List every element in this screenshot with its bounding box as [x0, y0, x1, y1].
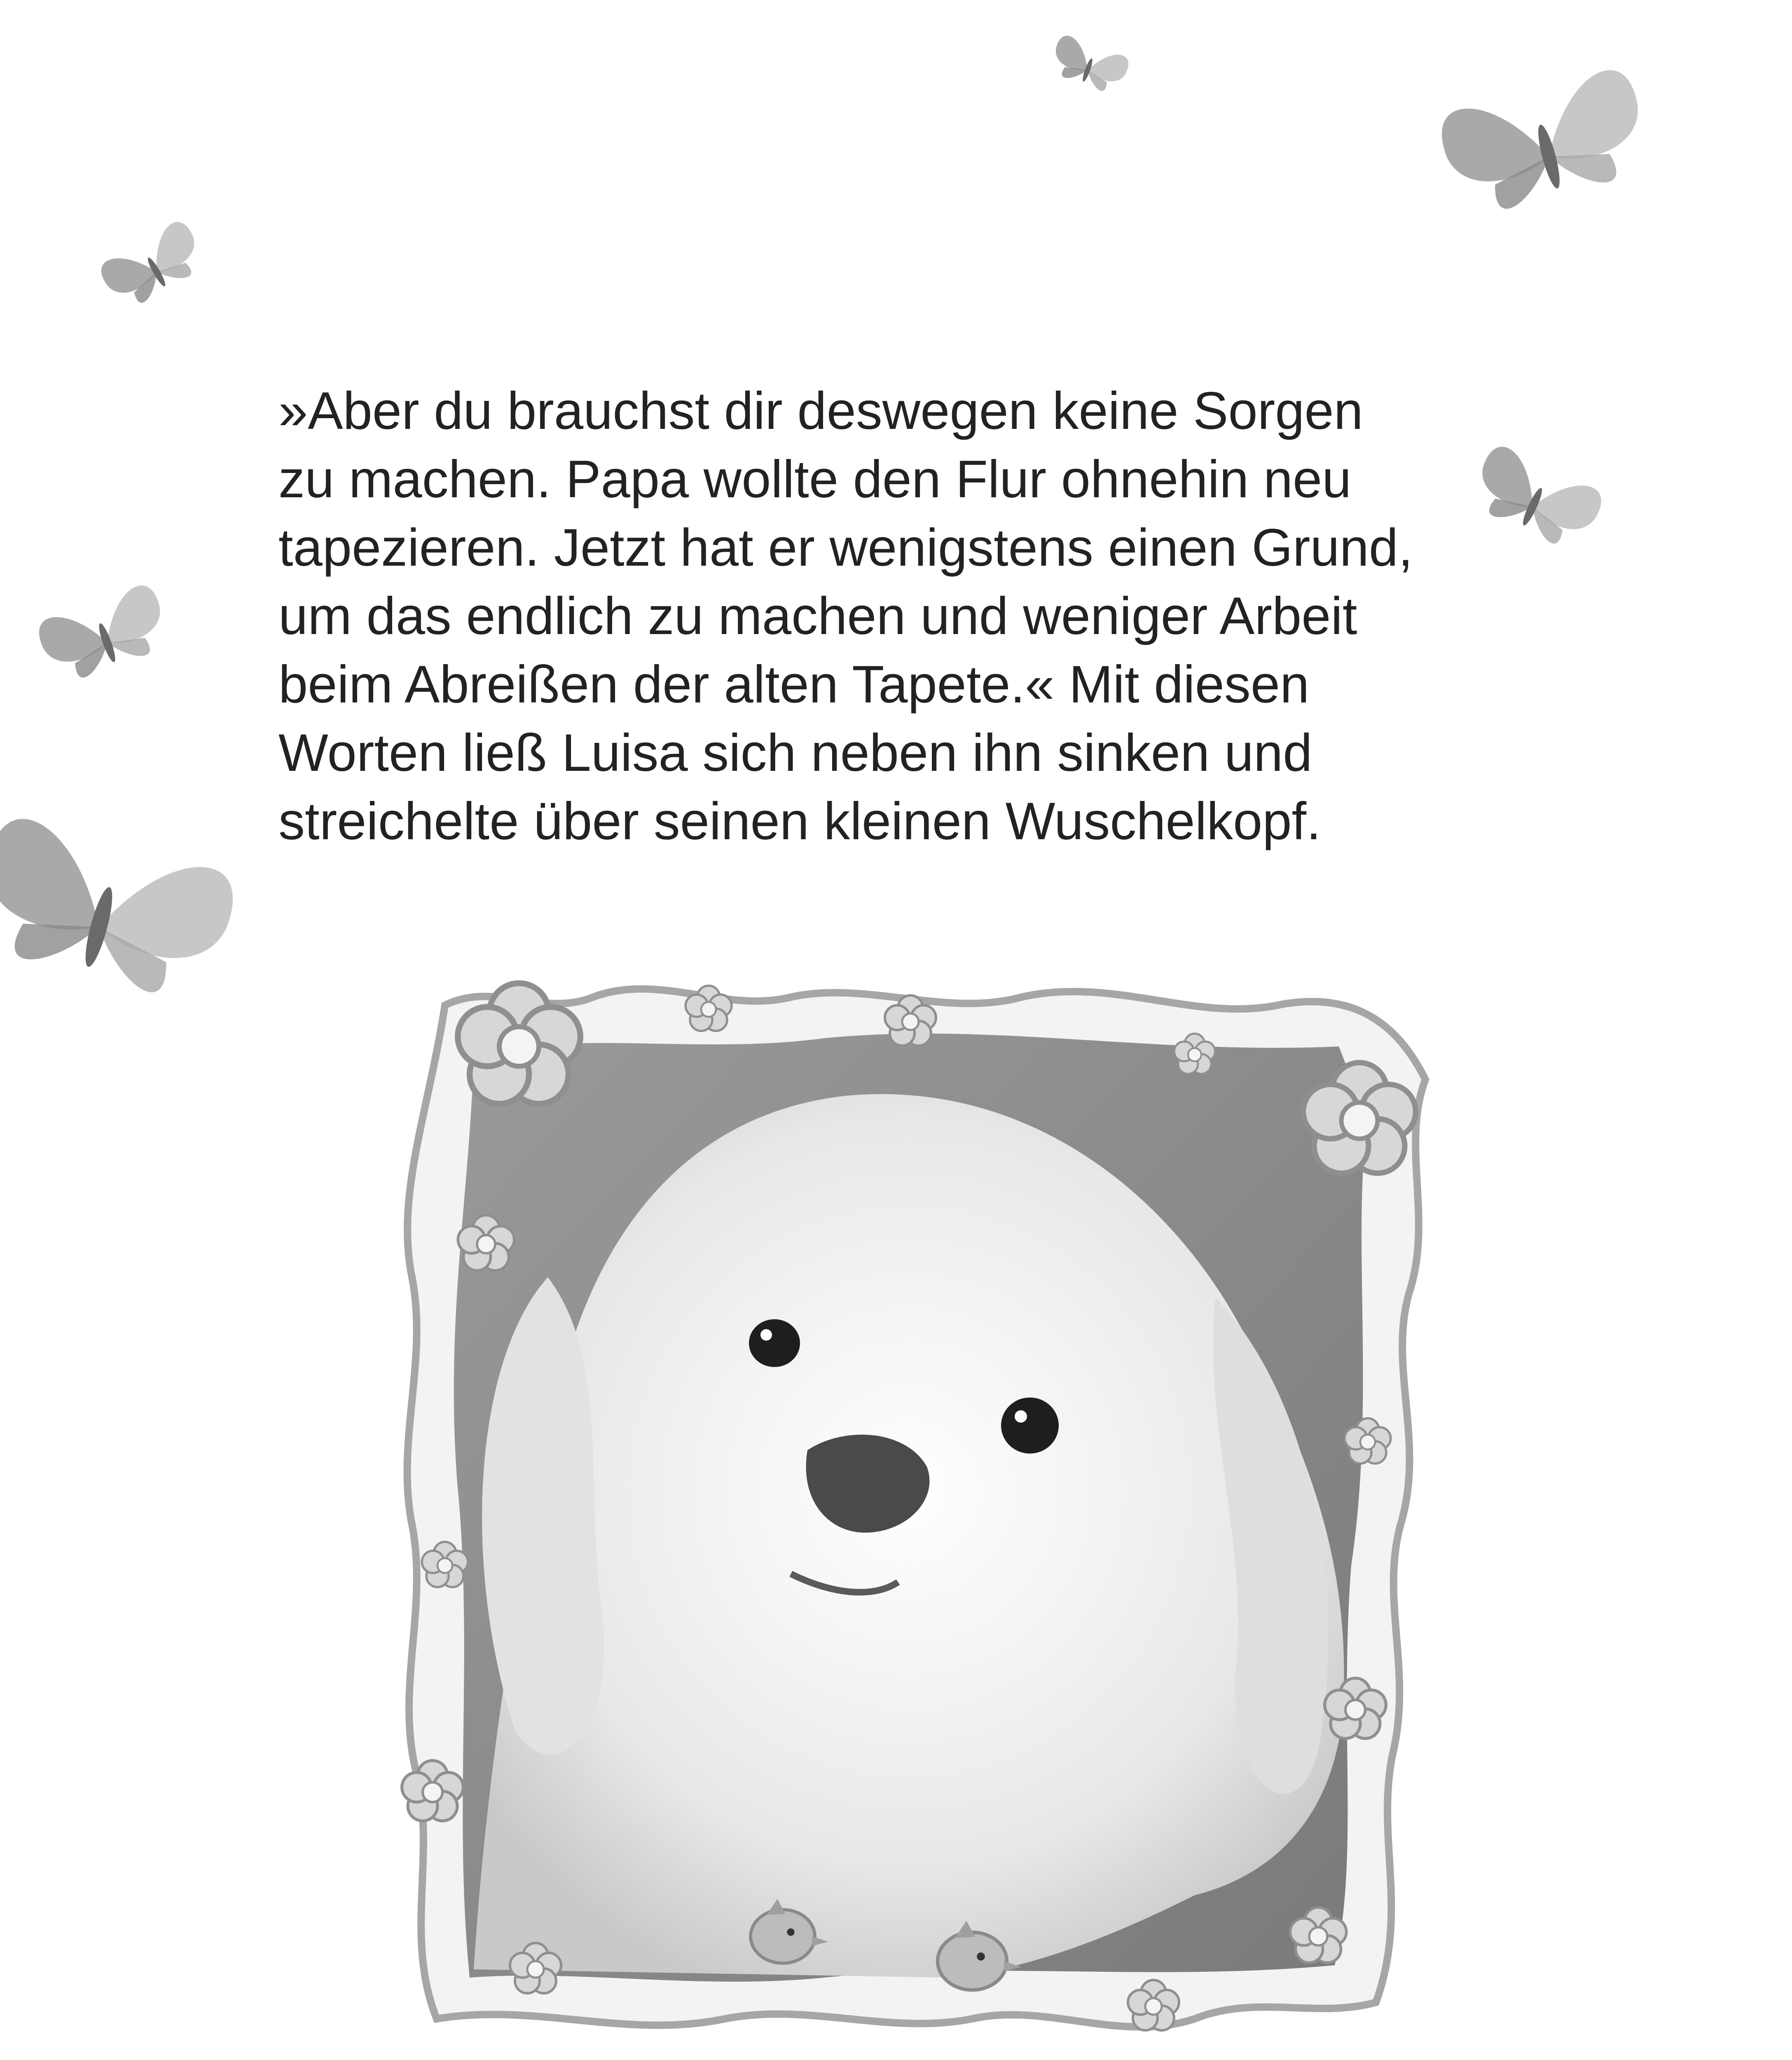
story-line: tapezieren. Jetzt hat er wenigstens einen Grund, — [278, 518, 1413, 577]
story-line: um das endlich zu machen und weniger Arbeit — [278, 587, 1357, 646]
story-line: streichelte über seinen kleinen Wuschelkopf. — [278, 792, 1321, 851]
story-line: Worten ließ Luisa sich neben ihn sinken und — [278, 723, 1312, 782]
story-line: zu machen. Papa wollte den Flur ohnehin neu — [278, 450, 1352, 509]
story-line: »Aber du brauchst dir deswegen keine Sorgen — [278, 382, 1363, 440]
story-line: beim Abreißen der alten Tapete.« Mit diesen — [278, 655, 1310, 714]
